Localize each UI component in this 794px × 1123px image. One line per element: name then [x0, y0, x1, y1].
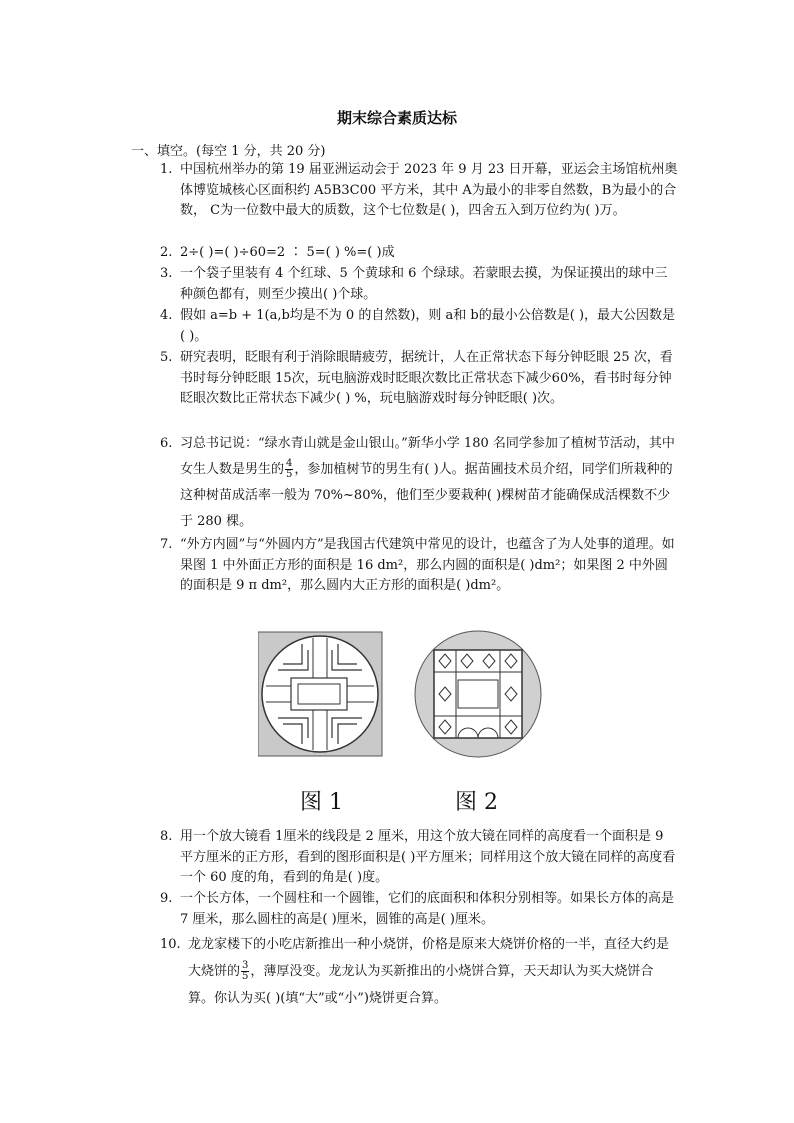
figure-1-drawing	[258, 632, 382, 756]
question-4	[160, 306, 680, 347]
question-number: 9.	[160, 891, 173, 906]
question-3	[160, 264, 680, 305]
question-10	[160, 931, 680, 1012]
question-number: 3.	[160, 266, 173, 281]
figure-1-caption: 图 1	[300, 790, 343, 815]
fraction: $\frac{4}{5}$	[286, 458, 293, 480]
question-number: 6.	[160, 436, 173, 451]
question-text: 一个袋子里装有 4 个红球、5 个黄球和 6 个绿球。若蒙眼去摸，为保证摸出的球中三种颜色都有，则至少摸出( )个球。	[180, 266, 668, 302]
figure-2-caption: 图 2	[455, 790, 498, 815]
question-7	[160, 535, 680, 597]
question-9	[160, 889, 680, 930]
question-8	[160, 827, 680, 889]
figure-images	[258, 630, 548, 760]
page-title: 期末综合素质达标	[336, 109, 457, 127]
figures	[258, 630, 548, 760]
question-6	[160, 431, 680, 535]
section-heading: 一、填空。(每空 1 分，共 20 分)	[131, 144, 326, 159]
question-5	[160, 348, 680, 410]
question-2	[160, 243, 680, 264]
question-1	[160, 160, 680, 222]
question-text: 2÷( )=( )÷60=2 ∶ 5=( ) %=( )成	[180, 245, 395, 260]
fraction: $\frac{3}{5}$	[242, 960, 249, 982]
question-text: 龙龙家楼下的小吃店新推出一种小烧饼，价格是原来大烧饼价格的一半，直径大约是大烧饼的 $\frac{3}{5}$ ，薄厚没变。龙龙认为买新推出的小烧饼合算，天天却认为买大烧饼合 算。你认为买( )(填“大”或“小”)烧饼更合算。	[188, 937, 670, 1006]
question-text: 习总书记说：“绿水青山就是金山银山。”新华小学 180 名同学参加了植树节活动，其中女生人数是男生的 $\frac{4}{5}$ ，参加植树节的男生有( )人。据苗圃技术员介绍，同学们所栽种的这种树苗成活率一般为 70%~80%，他们至少要栽种( )棵树苗才能确保成活棵数不少于 280 棵。	[180, 436, 675, 529]
question-text: 用一个放大镜看 1厘米的线段是 2 厘米，用这个放大镜在同样的高度看一个面积是 9 平方厘米的正方形，看到的图形面积是( )平方厘米；同样用这个放大镜在同样的高度看一个 60 度的角，看到的角是( )度。	[180, 829, 676, 885]
question-number: 10.	[160, 937, 181, 952]
question-text: “外方内圆”与“外圆内方”是我国古代建筑中常见的设计，也蕴含了为人处事的道理。如果图 1 中外面正方形的面积是 16 dm²，那么内圆的面积是( )dm²；如果图 2 中外圆的面积是 9 π dm²，那么圆内大正方形的面积是( )dm²。	[180, 537, 675, 593]
question-number: 7.	[160, 537, 173, 552]
question-number: 8.	[160, 829, 173, 844]
question-number: 4.	[160, 308, 173, 323]
figure-2-drawing	[415, 631, 541, 757]
question-text: 中国杭州举办的第 19 届亚洲运动会于 2023 年 9 月 23 日开幕，亚运会主场馆杭州奥体博览城核心区面积约 A5B3C00 平方米，其中 A为最小的非零自然数，B为最小的合数， C为一位数中最大的质数，这个七位数是( )，四舍五入到万位约为( )万。	[180, 162, 678, 218]
question-text: 一个长方体，一个圆柱和一个圆锥，它们的底面积和体积分别相等。如果长方体的高是 7 厘米，那么圆柱的高是( )厘米，圆锥的高是( )厘米。	[180, 891, 675, 927]
question-text: 假如 a=b + 1(a,b均是不为 0 的自然数)，则 a和 b的最小公倍数是( )，最大公因数是( )。	[180, 308, 676, 344]
question-number: 1.	[160, 162, 173, 177]
question-number: 5.	[160, 350, 173, 365]
question-number: 2.	[160, 245, 173, 260]
question-text: 研究表明，眨眼有利于消除眼睛疲劳，据统计，人在正常状态下每分钟眨眼 25 次，看书时每分钟眨眼 15次，玩电脑游戏时眨眼次数比正常状态下减少60%，看书时每分钟眨眼次数比正常状态下减少( ) %，玩电脑游戏时每分钟眨眼( )次。	[180, 350, 673, 406]
